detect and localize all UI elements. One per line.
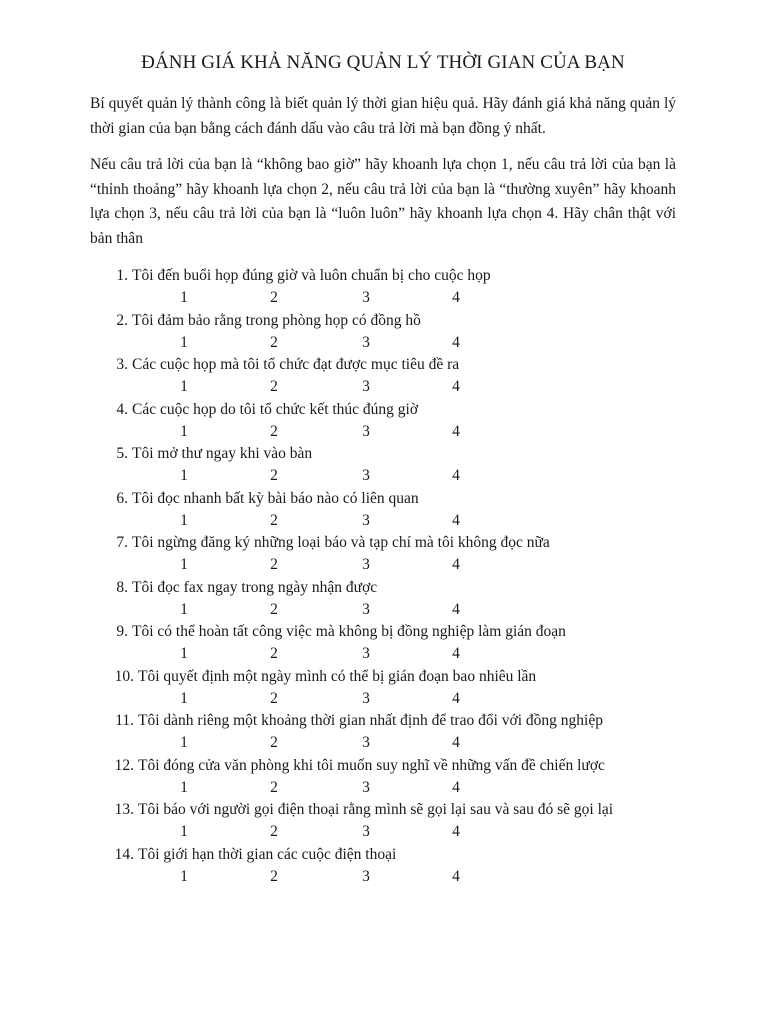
rating-options <box>90 732 676 754</box>
rating-option-2[interactable]: 2 <box>270 867 278 885</box>
question-item <box>90 354 676 399</box>
question-number: 8. <box>116 578 128 596</box>
document-page <box>90 52 676 888</box>
question-line <box>90 399 676 421</box>
question-item <box>90 532 676 577</box>
question-text: Tôi đọc nhanh bất kỳ bài báo nào có liên quan <box>132 489 419 507</box>
rating-option-3[interactable]: 3 <box>362 289 370 306</box>
question-number: 14. <box>114 845 134 863</box>
rating-options <box>90 510 676 532</box>
question-text: Tôi quyết định một ngày mình có thể bị gián đoạn bao nhiêu lần <box>138 667 537 685</box>
question-number: 4. <box>116 400 128 418</box>
question-number: 11. <box>115 712 134 729</box>
question-text: Tôi đọc fax ngay trong ngày nhận được <box>132 578 378 596</box>
rating-option-1[interactable]: 1 <box>180 778 188 796</box>
rating-option-4[interactable]: 4 <box>452 734 460 751</box>
rating-option-2[interactable]: 2 <box>270 289 278 306</box>
intro-paragraph: Bí quyết quản lý thành công là biết quản lý thời gian hiệu quả. Hãy đánh giá khả năng quản lý thời gian của bạn bằng cách đánh dấu vào câu trả lời mà bạn đồng ý nhất. <box>90 95 676 137</box>
question-number: 3. <box>116 356 128 373</box>
rating-option-2[interactable]: 2 <box>270 823 278 840</box>
rating-options <box>90 688 676 710</box>
rating-option-4[interactable]: 4 <box>452 645 460 662</box>
question-item <box>90 265 676 310</box>
rating-option-2[interactable]: 2 <box>270 734 278 751</box>
rating-option-3[interactable]: 3 <box>362 378 370 395</box>
rating-option-1[interactable]: 1 <box>180 422 188 440</box>
rating-option-1[interactable]: 1 <box>180 467 188 484</box>
question-number: 6. <box>116 489 128 507</box>
rating-options <box>90 465 676 487</box>
rating-option-3[interactable]: 3 <box>362 556 370 573</box>
rating-option-2[interactable]: 2 <box>270 645 278 662</box>
question-text: Tôi đảm bảo rằng trong phòng họp có đồng hồ <box>132 311 421 329</box>
rating-option-4[interactable]: 4 <box>452 467 460 484</box>
question-text: Các cuộc họp do tôi tổ chức kết thúc đúng giờ <box>132 400 419 418</box>
question-text: Tôi dành riêng một khoảng thời gian nhất định để trao đổi với đồng nghiệp <box>138 712 603 729</box>
question-line <box>90 799 676 821</box>
rating-option-4[interactable]: 4 <box>452 422 460 440</box>
rating-option-3[interactable]: 3 <box>362 734 370 751</box>
rating-option-3[interactable]: 3 <box>362 689 370 707</box>
question-line <box>90 532 676 554</box>
question-number: 5. <box>116 445 128 462</box>
question-item <box>90 755 676 800</box>
rating-options <box>90 777 676 799</box>
rating-option-1[interactable]: 1 <box>180 645 188 662</box>
rating-options <box>90 599 676 621</box>
rating-options <box>90 643 676 665</box>
rating-options <box>90 376 676 398</box>
question-text: Tôi mở thư ngay khi vào bàn <box>132 445 313 462</box>
rating-option-4[interactable]: 4 <box>452 600 460 618</box>
rating-option-3[interactable]: 3 <box>362 867 370 885</box>
question-number: 12. <box>114 756 134 774</box>
rating-option-4[interactable]: 4 <box>452 333 460 351</box>
rating-option-3[interactable]: 3 <box>362 778 370 796</box>
question-item <box>90 399 676 444</box>
question-item <box>90 443 676 488</box>
question-item <box>90 844 676 889</box>
question-item <box>90 799 676 844</box>
question-text: Tôi đến buổi họp đúng giờ và luôn chuẩn bị cho cuộc họp <box>132 267 491 284</box>
question-text: Tôi đóng cửa văn phòng khi tôi muốn suy nghĩ về những vấn đề chiến lược <box>138 756 605 774</box>
rating-options <box>90 287 676 309</box>
question-number: 1. <box>116 267 128 284</box>
rating-option-2[interactable]: 2 <box>270 778 278 796</box>
question-item <box>90 710 676 755</box>
rating-option-1[interactable]: 1 <box>180 511 188 529</box>
rating-option-2[interactable]: 2 <box>270 600 278 618</box>
question-text: Tôi ngừng đăng ký những loại báo và tạp chí mà tôi không đọc nữa <box>132 534 550 551</box>
question-number: 13. <box>114 801 134 818</box>
rating-option-1[interactable]: 1 <box>180 556 188 573</box>
rating-option-2[interactable]: 2 <box>270 556 278 573</box>
rating-option-3[interactable]: 3 <box>362 333 370 351</box>
rating-option-3[interactable]: 3 <box>362 467 370 484</box>
question-number: 7. <box>116 534 128 551</box>
question-item <box>90 488 676 533</box>
question-text: Các cuộc họp mà tôi tổ chức đạt được mục tiêu đề ra <box>132 356 460 373</box>
question-number: 9. <box>116 623 128 640</box>
question-number: 2. <box>116 311 128 329</box>
rating-option-3[interactable]: 3 <box>362 511 370 529</box>
rating-option-4[interactable]: 4 <box>452 289 460 306</box>
question-text: Tôi giới hạn thời gian các cuộc điện thoại <box>138 845 397 863</box>
question-line <box>90 443 676 465</box>
instructions-paragraph: Nếu câu trả lời của bạn là “không bao giờ” hãy khoanh lựa chọn 1, nếu câu trả lời của bạn là “thỉnh thoảng” hãy khoanh lựa chọn 2, nếu câu trả lời của bạn là “thường xuyên” hãy khoanh lựa chọn 3, nếu câu trả lời của bạn là “luôn luôn” hãy khoanh lựa chọn 4. Hãy chân thật với bản thân <box>90 156 676 247</box>
question-item <box>90 621 676 666</box>
question-text: Tôi báo với người gọi điện thoại rằng mình sẽ gọi lại sau và sau đó sẽ gọi lại <box>138 801 614 818</box>
rating-option-2[interactable]: 2 <box>270 689 278 707</box>
rating-option-1[interactable]: 1 <box>180 289 188 306</box>
question-line <box>90 621 676 643</box>
rating-options <box>90 821 676 843</box>
question-line <box>90 710 676 732</box>
rating-option-1[interactable]: 1 <box>180 333 188 351</box>
rating-option-1[interactable]: 1 <box>180 823 188 840</box>
rating-option-2[interactable]: 2 <box>270 467 278 484</box>
rating-option-2[interactable]: 2 <box>270 511 278 529</box>
rating-option-4[interactable]: 4 <box>452 867 460 885</box>
rating-options <box>90 332 676 354</box>
question-list <box>90 265 676 888</box>
rating-option-1[interactable]: 1 <box>180 867 188 885</box>
rating-option-4[interactable]: 4 <box>452 689 460 707</box>
rating-option-4[interactable]: 4 <box>452 511 460 529</box>
question-line <box>90 354 676 376</box>
question-text: Tôi có thể hoàn tất công việc mà không bị đồng nghiệp làm gián đoạn <box>132 623 566 640</box>
question-item <box>90 577 676 622</box>
rating-option-2[interactable]: 2 <box>270 333 278 351</box>
rating-options <box>90 866 676 888</box>
rating-options <box>90 421 676 443</box>
rating-option-1[interactable]: 1 <box>180 734 188 751</box>
rating-option-3[interactable]: 3 <box>362 823 370 840</box>
rating-option-3[interactable]: 3 <box>362 645 370 662</box>
rating-options <box>90 554 676 576</box>
question-number: 10. <box>114 667 134 685</box>
question-line <box>90 755 676 777</box>
question-line <box>90 844 676 866</box>
question-line <box>90 265 676 287</box>
rating-option-4[interactable]: 4 <box>452 778 460 796</box>
question-line <box>90 488 676 510</box>
rating-option-1[interactable]: 1 <box>180 689 188 707</box>
rating-option-4[interactable]: 4 <box>452 378 460 395</box>
rating-option-4[interactable]: 4 <box>452 823 460 840</box>
rating-option-1[interactable]: 1 <box>180 600 188 618</box>
question-line <box>90 577 676 599</box>
rating-option-3[interactable]: 3 <box>362 422 370 440</box>
question-line <box>90 310 676 332</box>
question-item <box>90 666 676 711</box>
rating-option-2[interactable]: 2 <box>270 422 278 440</box>
rating-option-1[interactable]: 1 <box>180 378 188 395</box>
document-title: ĐÁNH GIÁ KHẢ NĂNG QUẢN LÝ THỜI GIAN CỦA BẠN <box>141 52 625 73</box>
question-line <box>90 666 676 688</box>
question-item <box>90 310 676 355</box>
rating-option-3[interactable]: 3 <box>362 600 370 618</box>
rating-option-4[interactable]: 4 <box>452 556 460 573</box>
rating-option-2[interactable]: 2 <box>270 378 278 395</box>
